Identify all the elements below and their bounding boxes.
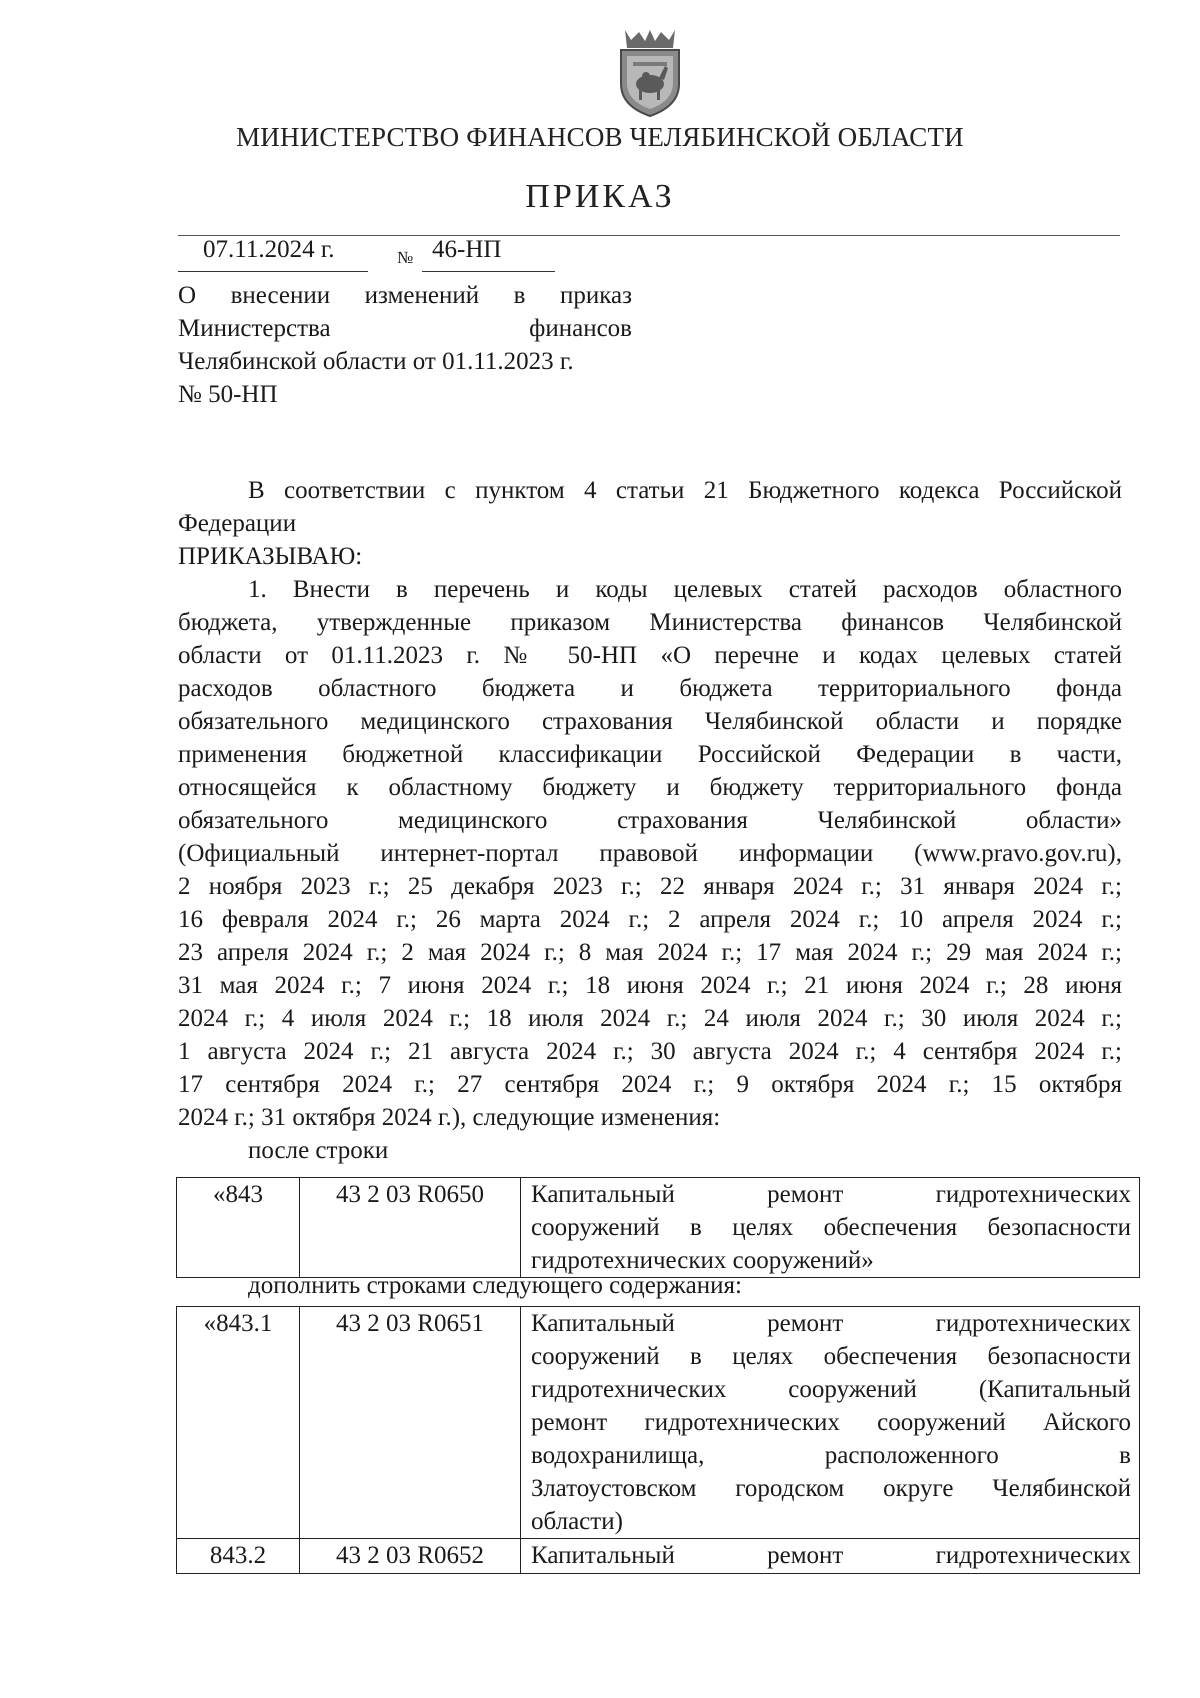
article-description	[521, 1539, 1140, 1574]
body-line: обязательного медицинского страхования Челябинской области и порядке	[178, 708, 1122, 735]
add-rows-label: дополнить строками следующего содержания:	[248, 1272, 742, 1299]
body-line: 23 апреля 2024 г.; 2 мая 2024 г.; 8 мая 2024 г.; 17 мая 2024 г.; 29 мая 2024 г.;	[178, 939, 1122, 966]
body-line: (Официальный интернет-портал правовой информации (www.pravo.gov.ru),	[178, 840, 1122, 867]
row-number: «843.1	[177, 1307, 300, 1539]
description-line: Капитальный ремонт гидротехнических	[531, 1181, 1131, 1208]
description-line: сооружений в целях обеспечения безопасности	[531, 1343, 1131, 1370]
body-line: 31 мая 2024 г.; 7 июня 2024 г.; 18 июня 2024 г.; 21 июня 2024 г.; 28 июня	[178, 972, 1122, 999]
subject-line: Челябинской области от 01.11.2023 г.	[178, 348, 574, 375]
description-line: Капитальный ремонт гидротехнических	[531, 1310, 1131, 1337]
target-article-code: 43 2 03 R0652	[300, 1539, 521, 1574]
subject-line: Министерства финансов	[178, 315, 632, 342]
body-line: 2 ноября 2023 г.; 25 декабря 2023 г.; 22 января 2024 г.; 31 января 2024 г.;	[178, 873, 1122, 900]
target-article-code: 43 2 03 R0651	[300, 1307, 521, 1539]
body-line: 1 августа 2024 г.; 21 августа 2024 г.; 30 августа 2024 г.; 4 сентября 2024 г.;	[178, 1038, 1122, 1065]
number-sign: №	[397, 248, 414, 267]
target-article-code: 43 2 03 R0650	[300, 1178, 521, 1278]
description-line: сооружений в целях обеспечения безопасности	[531, 1214, 1131, 1241]
body-line: 16 февраля 2024 г.; 26 марта 2024 г.; 2 апреля 2024 г.; 10 апреля 2024 г.;	[178, 906, 1122, 933]
body-line: расходов областного бюджета и бюджета территориального фонда	[178, 675, 1122, 702]
body-line: 2024 г.; 31 октября 2024 г.), следующие изменения:	[178, 1104, 721, 1131]
body-line: применения бюджетной классификации Российской Федерации в части,	[178, 741, 1122, 768]
body-line: бюджета, утвержденные приказом Министерства финансов Челябинской	[178, 609, 1122, 636]
document-type-title: ПРИКАЗ	[525, 178, 675, 215]
subject-line: № 50-НП	[178, 381, 278, 408]
after-row-label: после строки	[248, 1137, 389, 1164]
description-line: Капитальный ремонт гидротехнических	[531, 1542, 1131, 1569]
body-line: области от 01.11.2023 г. № 50-НП «О перечне и кодах целевых статей	[178, 642, 1122, 669]
ministry-name: МИНИСТЕРСТВО ФИНАНСОВ ЧЕЛЯБИНСКОЙ ОБЛАСТИ	[236, 122, 964, 152]
order-number: 46-НП	[432, 236, 502, 263]
description-line: водохранилища, расположенного в	[531, 1442, 1131, 1469]
article-description	[521, 1178, 1140, 1278]
coat-of-arms-icon	[611, 26, 689, 118]
body-line: 2024 г.; 4 июля 2024 г.; 18 июля 2024 г.; 24 июля 2024 г.; 30 июля 2024 г.;	[178, 1005, 1122, 1032]
article-description	[521, 1307, 1140, 1539]
body-line: обязательного медицинского страхования Челябинской области»	[178, 807, 1122, 834]
new-rows-table	[176, 1306, 1140, 1574]
description-line: Златоустовском городском округе Челябинской	[531, 1475, 1131, 1502]
body-line: В соответствии с пунктом 4 статьи 21 Бюджетного кодекса Российской	[248, 477, 1122, 504]
order-date: 07.11.2024 г.	[203, 236, 335, 263]
row-number: 843.2	[177, 1539, 300, 1574]
order-directive: ПРИКАЗЫВАЮ:	[178, 543, 363, 570]
order-subject	[178, 279, 632, 411]
row-number: «843	[177, 1178, 300, 1278]
body-line: относящейся к областному бюджету и бюджету территориального фонда	[178, 774, 1122, 801]
subject-line: О внесении изменений в приказ	[178, 282, 632, 309]
number-underline	[422, 271, 555, 272]
table-row	[177, 1307, 1140, 1539]
body-line: 1. Внести в перечень и коды целевых статей расходов областного	[248, 576, 1122, 603]
description-line: гидротехнических сооружений (Капитальный	[531, 1376, 1131, 1403]
table-row	[177, 1178, 1140, 1278]
body-line: Федерации	[178, 510, 297, 537]
body-line: 17 сентября 2024 г.; 27 сентября 2024 г.; 9 октября 2024 г.; 15 октября	[178, 1071, 1122, 1098]
order-body	[178, 474, 1122, 1167]
table-row	[177, 1539, 1140, 1574]
date-underline	[178, 271, 368, 272]
existing-row-table	[176, 1177, 1140, 1278]
description-line: области)	[531, 1508, 623, 1535]
description-line: гидротехнических сооружений»	[531, 1247, 874, 1274]
description-line: ремонт гидротехнических сооружений Айского	[531, 1409, 1131, 1436]
